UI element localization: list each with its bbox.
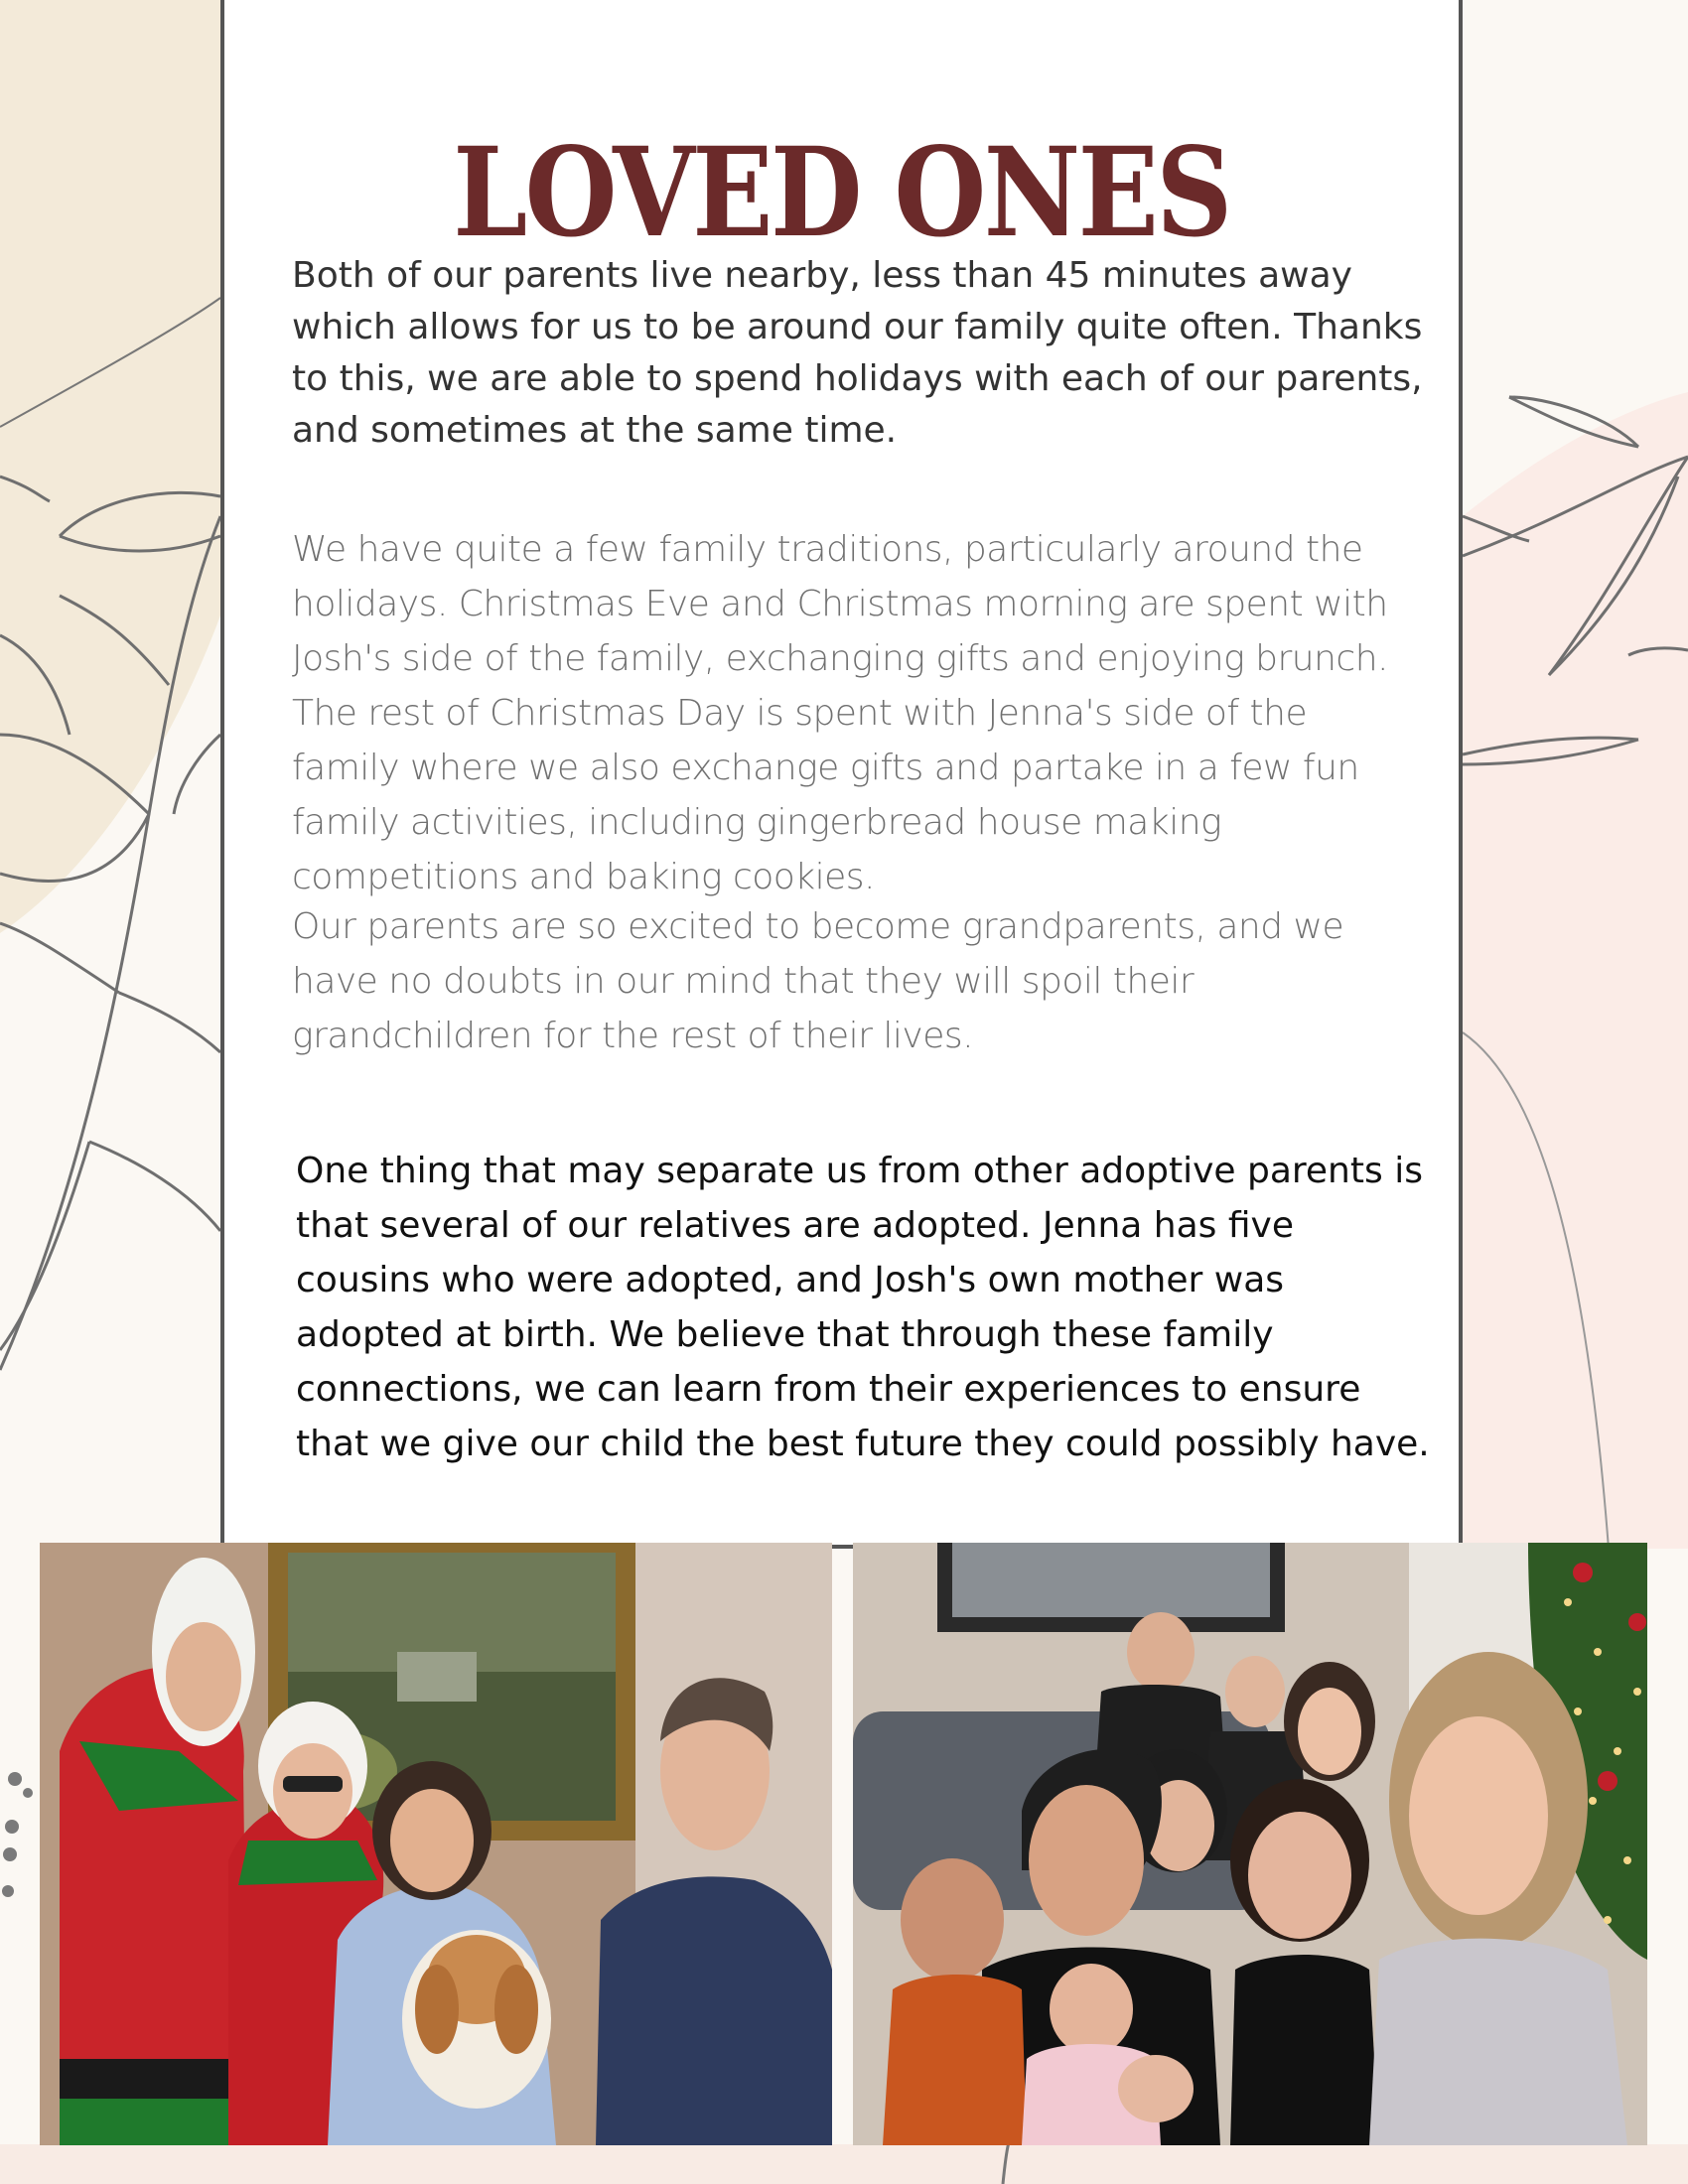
paragraph-adoptive-relatives: One thing that may separate us from other adoptive parents is that several of our relatives are adopted. Jenna has five cousins who were adopted, and Josh's own mother was adopted at birth. We believe that through these family connections, we can learn from their experiences to ensure that we give our child the best future they could possibly have. bbox=[296, 1151, 1430, 1464]
family-photo-right-image bbox=[853, 1543, 1647, 2145]
paragraph-grandparents: Our parents are so excited to become grandparents, and we have no doubts in our mind that they will spoil their grandchildren for the rest of their lives. bbox=[292, 906, 1344, 1056]
page-title: LOVED ONES bbox=[453, 121, 1230, 266]
beige-shape bbox=[0, 0, 220, 933]
bottom-band bbox=[0, 2144, 1688, 2184]
dots-decoration bbox=[2, 1772, 33, 1897]
family-photo-left bbox=[40, 1543, 832, 2145]
family-photo-right bbox=[853, 1543, 1647, 2145]
family-photo-left-image bbox=[40, 1543, 832, 2145]
paragraph-parents-nearby: Both of our parents live nearby, less than 45 minutes away which allows for us to be around our family quite often. Thanks to this, we are able to spend holidays with each of our parents, and sometimes at the same time. bbox=[292, 255, 1423, 451]
pink-shape bbox=[1463, 392, 1688, 1549]
paragraph-family-traditions: We have quite a few family traditions, particularly around the holidays. Christmas Eve and Christmas morning are spent with Josh's side of the family, exchanging gifts and enjoying brunch. The rest of Christmas Day is spent with Jenna's side of the family where we also exchange gifts and partake in a few fun family activities, including gingerbread house making competitions and baking cookies. bbox=[292, 529, 1388, 897]
